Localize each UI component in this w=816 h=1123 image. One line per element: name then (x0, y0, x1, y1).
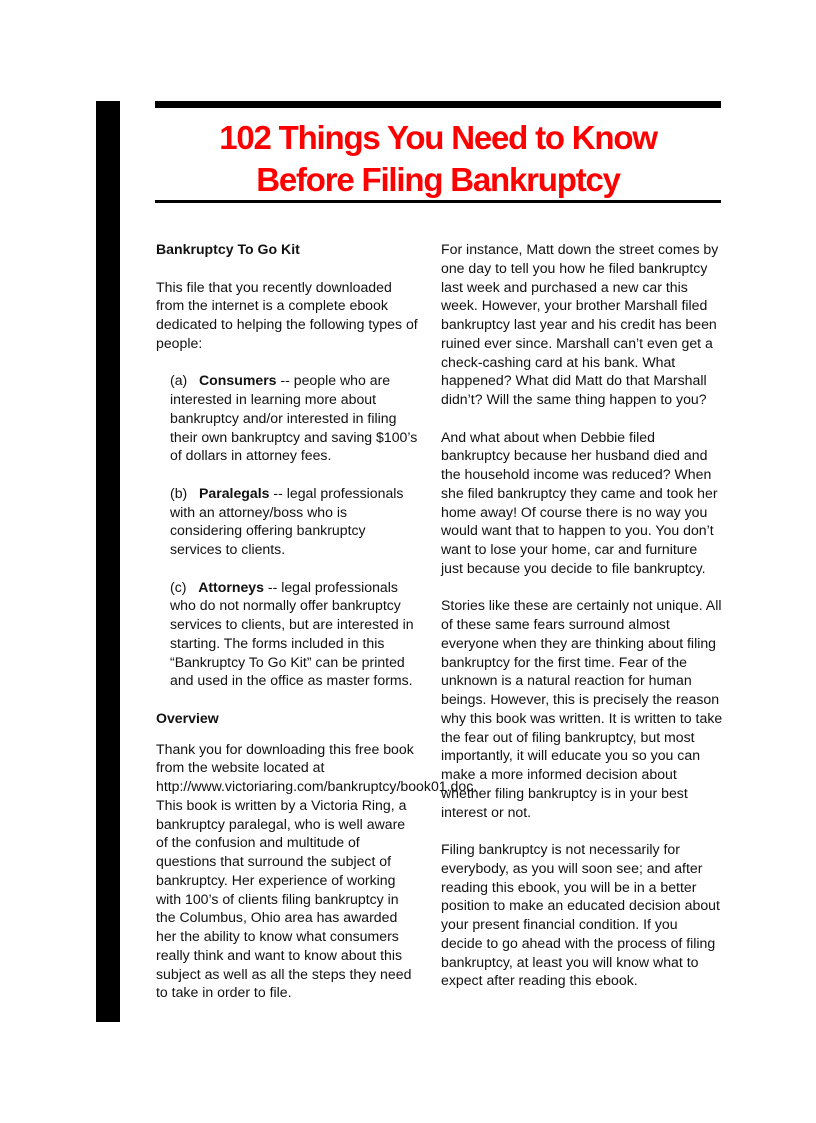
audience-item-consumers (156, 371, 418, 465)
item-marker: (c) (170, 578, 187, 595)
item-text: -- legal professionals who do not normally offer bankruptcy services to clients, but are interested in starting. The forms included in this “Bankruptcy To Go Kit” can be printed and used in the office as master forms. (170, 578, 414, 689)
section-heading-overview: Overview (156, 709, 219, 726)
item-marker: (b) (170, 484, 188, 501)
section-heading-kit: Bankruptcy To Go Kit (156, 241, 300, 257)
left-margin-bar (96, 101, 120, 1022)
item-term: Paralegals (198, 484, 270, 501)
title-top-rule (155, 101, 721, 108)
item-marker: (a) (170, 372, 188, 389)
body-paragraph: Filing bankruptcy is not necessarily for everybody, as you will soon see; and after reading this ebook, you will be in a better position to make an educated decision about your present financial condition. If you decide to go ahead with the process of filing bankruptcy, at least you will know what to expect after reading this ebook. (441, 841, 720, 989)
title-bottom-rule (155, 200, 721, 203)
intro-paragraph: This file that you recently downloaded from the internet is a complete ebook dedicated to helping the following types of people: (156, 278, 418, 351)
title-line-1: 102 Things You Need to Know (219, 119, 657, 156)
body-paragraph: For instance, Matt down the street comes by one day to tell you how he filed bankruptcy last week and purchased a new car this week. However, your brother Marshall filed bankruptcy last year and his credit has been ruined ever since. Marshall can’t even get a check-cashing card at his bank. What happened? What did Matt do that Marshall didn’t? Will the same thing happen to you? (441, 241, 719, 407)
item-term: Attorneys (198, 578, 264, 595)
item-term: Consumers (198, 372, 277, 389)
audience-item-paralegals (156, 484, 418, 559)
item-text: -- people who are interested in learning more about bankruptcy and/or interested in filing their own bankruptcy and saving $100’s of dollars in attorney fees. (170, 372, 418, 464)
item-text: -- legal professionals with an attorney/boss who is considering offering bankruptcy services to clients. (170, 484, 404, 557)
page-title (155, 117, 721, 201)
right-column (441, 240, 723, 990)
body-paragraph: Stories like these are certainly not unique. All of these same fears surround almost everyone when they are thinking about filing bankruptcy for the first time. Fear of the unknown is a natural reaction for human beings. However, this is precisely the reason why this book was written. It is written to take the fear out of filing bankruptcy, but most importantly, it will educate you so you can make a more informed decision about whether filing bankruptcy is in your best interest or not. (441, 597, 723, 820)
title-line-2: Before Filing Bankruptcy (256, 161, 620, 198)
body-paragraph: And what about when Debbie filed bankruptcy because her husband died and the household income was reduced? When she filed bankruptcy they came and took her home away! Of course there is no way you would want that to happen to you. You don’t want to lose your home, car and furniture just because you decide to file bankruptcy. (441, 428, 718, 576)
overview-paragraph: Thank you for downloading this free book from the website located at http://www.victoriaring.com/bankruptcy/book01.doc. This book is written by a Victoria Ring, a bankruptcy paralegal, who is well aware of the confusion and multitude of questions that surround the subject of bankruptcy. Her experience of working with 100’s of clients filing bankruptcy in the Columbus, Ohio area has awarded her the ability to know what consumers really think and want to know about this subject as well as all the steps they need to take in order to file. (156, 740, 478, 1001)
audience-item-attorneys (156, 578, 418, 691)
left-column (156, 240, 478, 1002)
